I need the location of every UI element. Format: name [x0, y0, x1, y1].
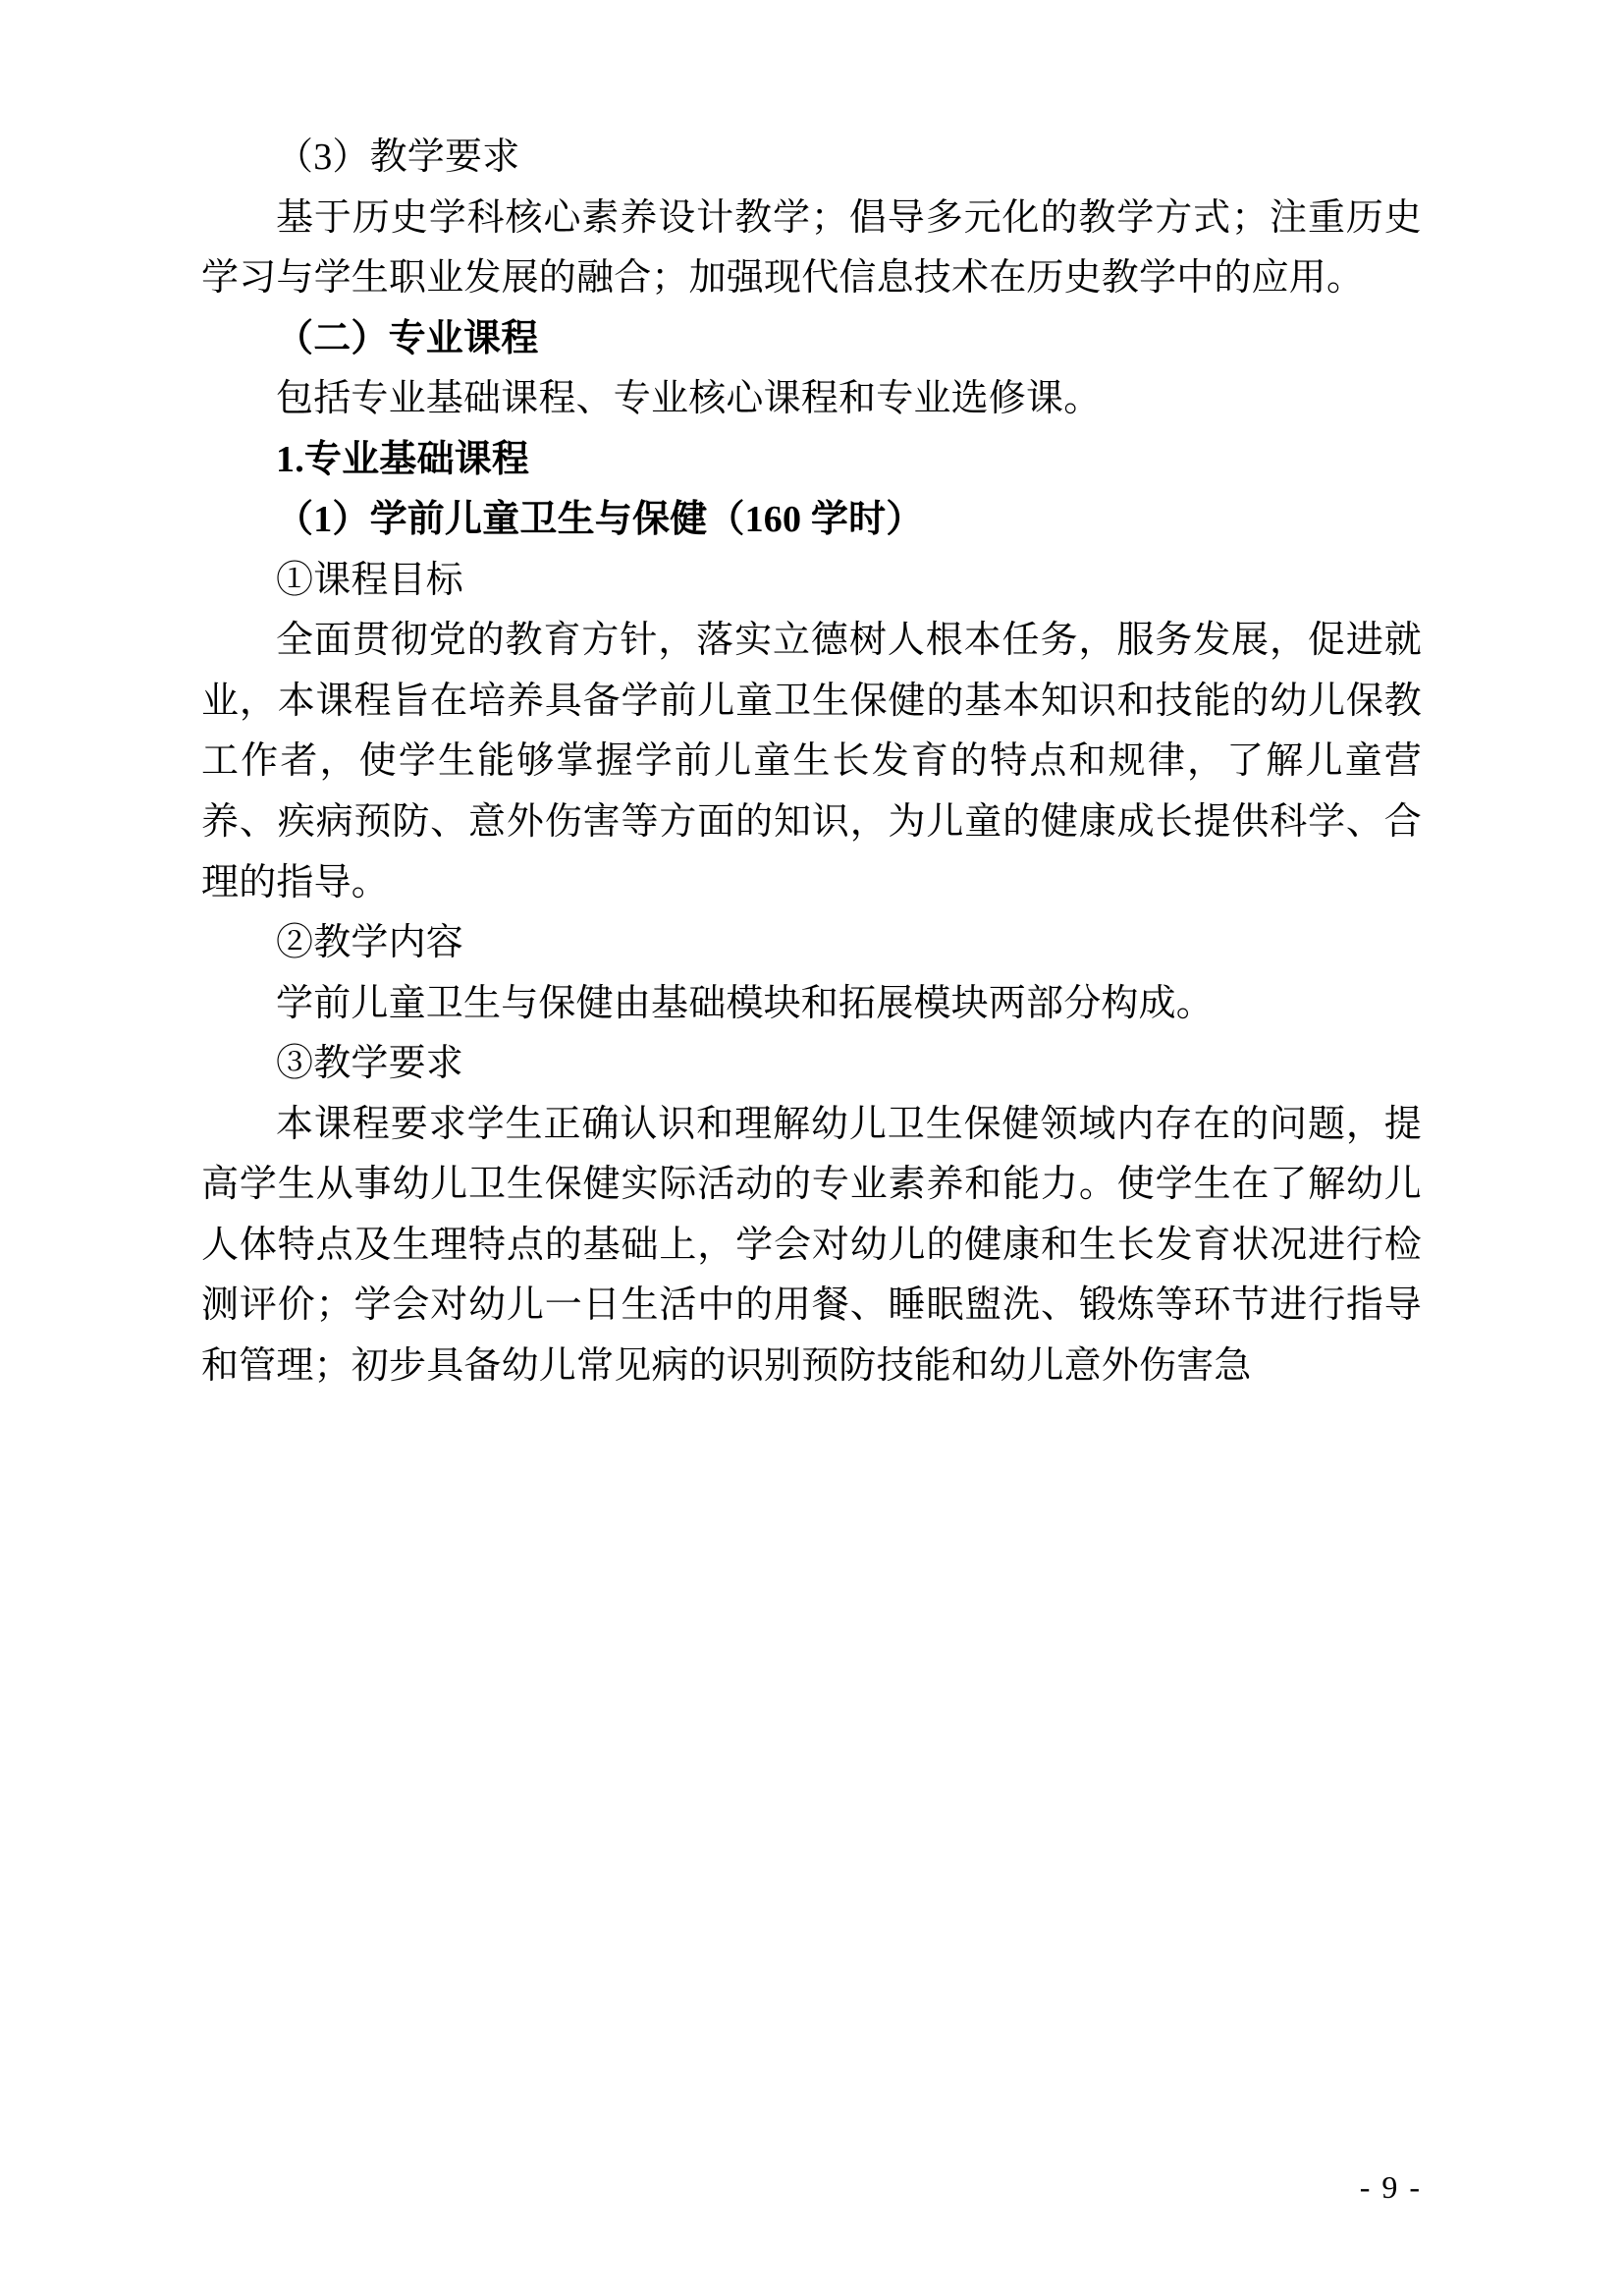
heading-professional-courses: （二）专业课程 [276, 317, 539, 359]
subheading-course-objectives: ①课程目标 [276, 559, 464, 601]
subheading-teaching-requirements: ③教学要求 [276, 1043, 464, 1085]
heading-basic-professional-courses: 1.专业基础课程 [276, 438, 530, 480]
page-number: - 9 - [1359, 2169, 1422, 2205]
paragraph-teaching-requirement-heading: （3）教学要求 [276, 137, 520, 178]
paragraph-teaching-requirements-body: 本课程要求学生正确认识和理解幼儿卫生保健领域内存在的问题，提高学生从事幼儿卫生保健实际活动的专业素养和能力。使学生在了解幼儿人体特点及生理特点的基础上，学会对幼儿的健康和生长发育状况进行检测评价；学会对幼儿一日生活中的用餐、睡眠盥洗、锻炼等环节进行指导和管理；初步具备幼儿常见病的识别预防技能和幼儿意外伤害急 [201, 1103, 1422, 1387]
paragraph-course-objectives-body: 全面贯彻党的教育方针，落实立德树人根本任务，服务发展，促进就业，本课程旨在培养具备学前儿童卫生保健的基本知识和技能的幼儿保教工作者，使学生能够掌握学前儿童生长发育的特点和规律，了解儿童营养、疾病预防、意外伤害等方面的知识，为儿童的健康成长提供科学、合理的指导。 [201, 620, 1422, 903]
paragraph-teaching-content-body: 学前儿童卫生与保健由基础模块和拓展模块两部分构成。 [276, 982, 1215, 1024]
page-content [201, 128, 1422, 1396]
heading-course-hygiene-health: （1）学前儿童卫生与保健（160 学时） [276, 499, 924, 541]
subheading-teaching-content: ②教学内容 [276, 922, 464, 964]
paragraph-teaching-requirement-body: 基于历史学科核心素养设计教学；倡导多元化的教学方式；注重历史学习与学生职业发展的融合；加强现代信息技术在历史教学中的应用。 [201, 196, 1422, 300]
paragraph-professional-courses-intro: 包括专业基础课程、专业核心课程和专业选修课。 [276, 378, 1102, 420]
